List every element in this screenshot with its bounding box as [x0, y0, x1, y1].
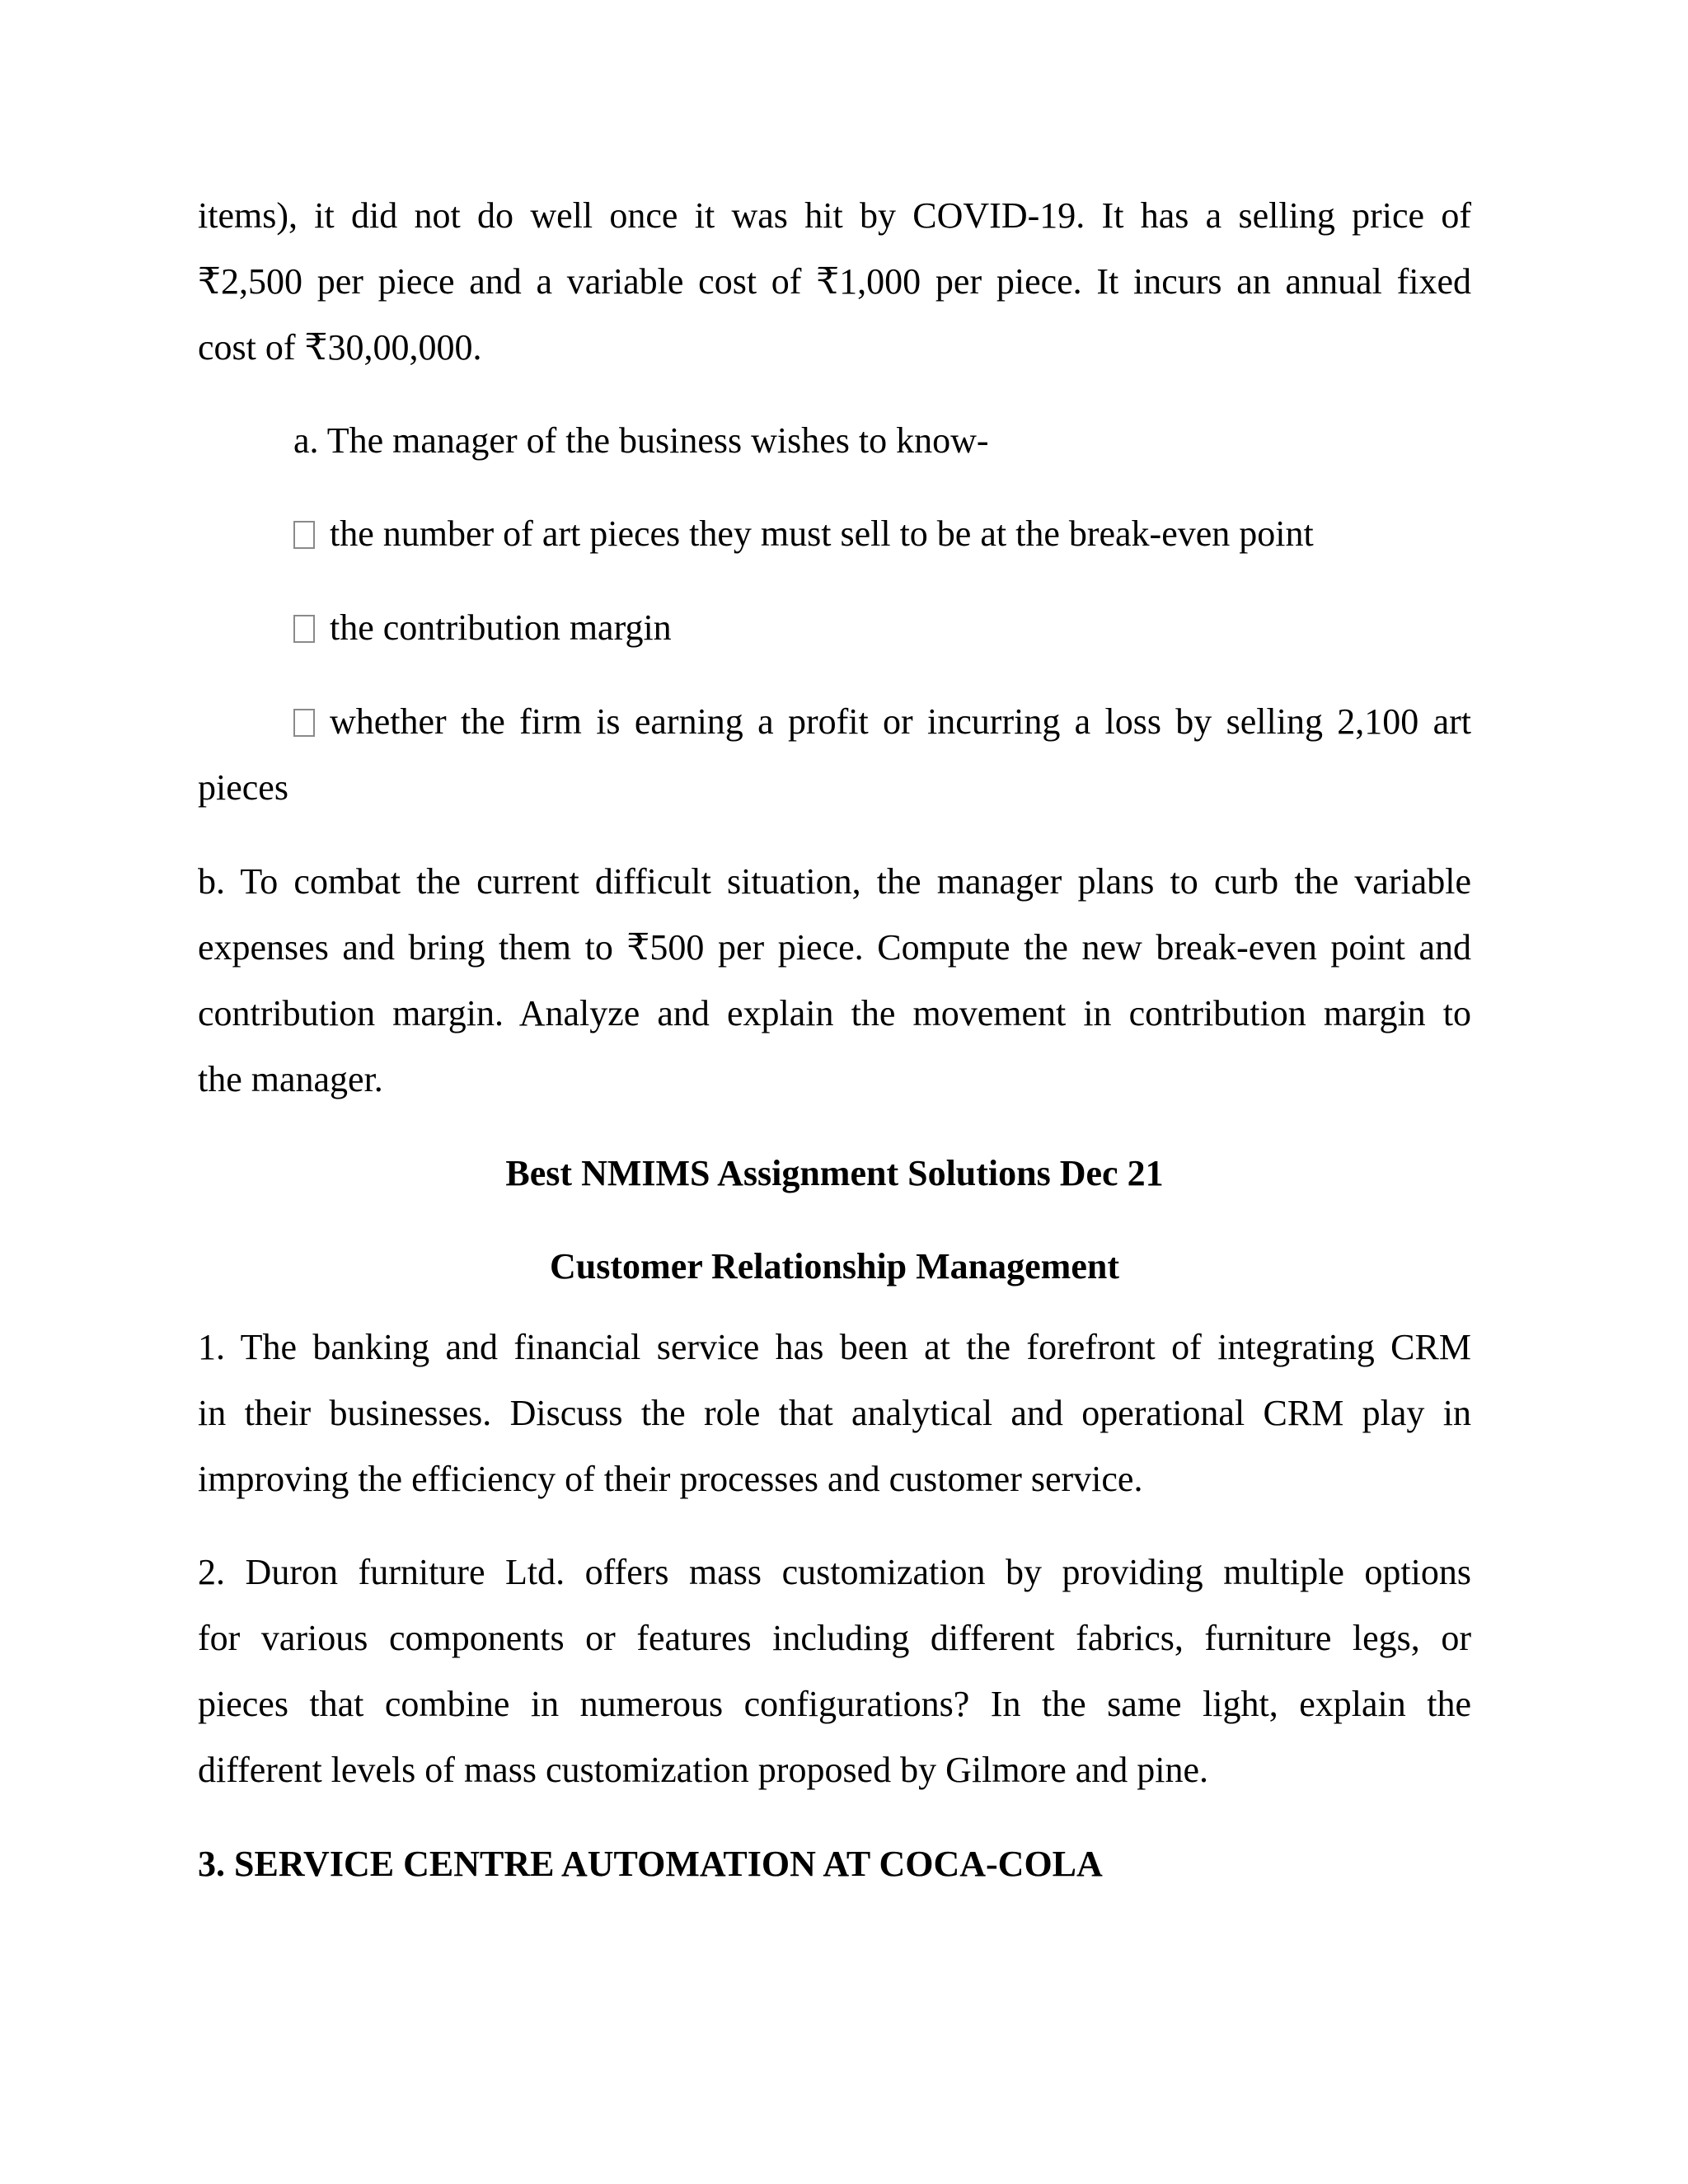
question-2-line-3: pieces that combine in numerous configurations? In the same light, explain the	[198, 1684, 1471, 1724]
banner-heading: Best NMIMS Assignment Solutions Dec 21	[505, 1153, 1164, 1193]
part-a-bullet-1-text: the number of art pieces they must sell to be at the break-even point	[330, 513, 1314, 554]
part-a-bullet-3	[293, 689, 1471, 755]
question-1-line-3: improving the efficiency of their processes and customer service.	[198, 1459, 1143, 1499]
question-1-line-2: in their businesses. Discuss the role that analytical and operational CRM play in	[198, 1393, 1471, 1433]
part-a-heading: a. The manager of the business wishes to know-	[293, 420, 989, 461]
question-1-line-1: 1. The banking and financial service has been at the forefront of integrating CRM	[198, 1327, 1471, 1367]
part-b-line-4: the manager.	[198, 1059, 383, 1099]
intro-line-1: items), it did not do well once it was hit by COVID-19. It has a selling price of	[198, 195, 1471, 236]
part-a-bullet-2	[293, 595, 672, 661]
part-a-bullet-1	[293, 501, 1314, 567]
part-a-bullet-2-text: the contribution margin	[330, 607, 672, 648]
missing-glyph-bullet-icon	[293, 615, 315, 643]
intro-line-2: ₹2,500 per piece and a variable cost of ₹1,000 per piece. It incurs an annual fixed	[198, 261, 1471, 302]
question-3-heading: 3. SERVICE CENTRE AUTOMATION AT COCA-COLA	[198, 1844, 1103, 1884]
part-a-bullet-3-continuation: pieces	[198, 767, 288, 808]
subject-heading: Customer Relationship Management	[550, 1246, 1119, 1286]
missing-glyph-bullet-icon	[293, 709, 315, 737]
question-2-line-4: different levels of mass customization proposed by Gilmore and pine.	[198, 1750, 1209, 1790]
missing-glyph-bullet-icon	[293, 521, 315, 549]
part-b-line-3: contribution margin. Analyze and explain the movement in contribution margin to	[198, 993, 1471, 1033]
part-b-line-2: expenses and bring them to ₹500 per piece. Compute the new break-even point and	[198, 927, 1471, 968]
question-2-line-2: for various components or features including different fabrics, furniture legs, or	[198, 1618, 1471, 1658]
intro-line-3: cost of ₹30,00,000.	[198, 327, 482, 368]
part-b-line-1: b. To combat the current difficult situation, the manager plans to curb the variable	[198, 861, 1471, 902]
part-a-bullet-3-text: whether the firm is earning a profit or incurring a loss by selling 2,100 art	[330, 701, 1471, 742]
question-2-line-1: 2. Duron furniture Ltd. offers mass customization by providing multiple options	[198, 1552, 1471, 1592]
